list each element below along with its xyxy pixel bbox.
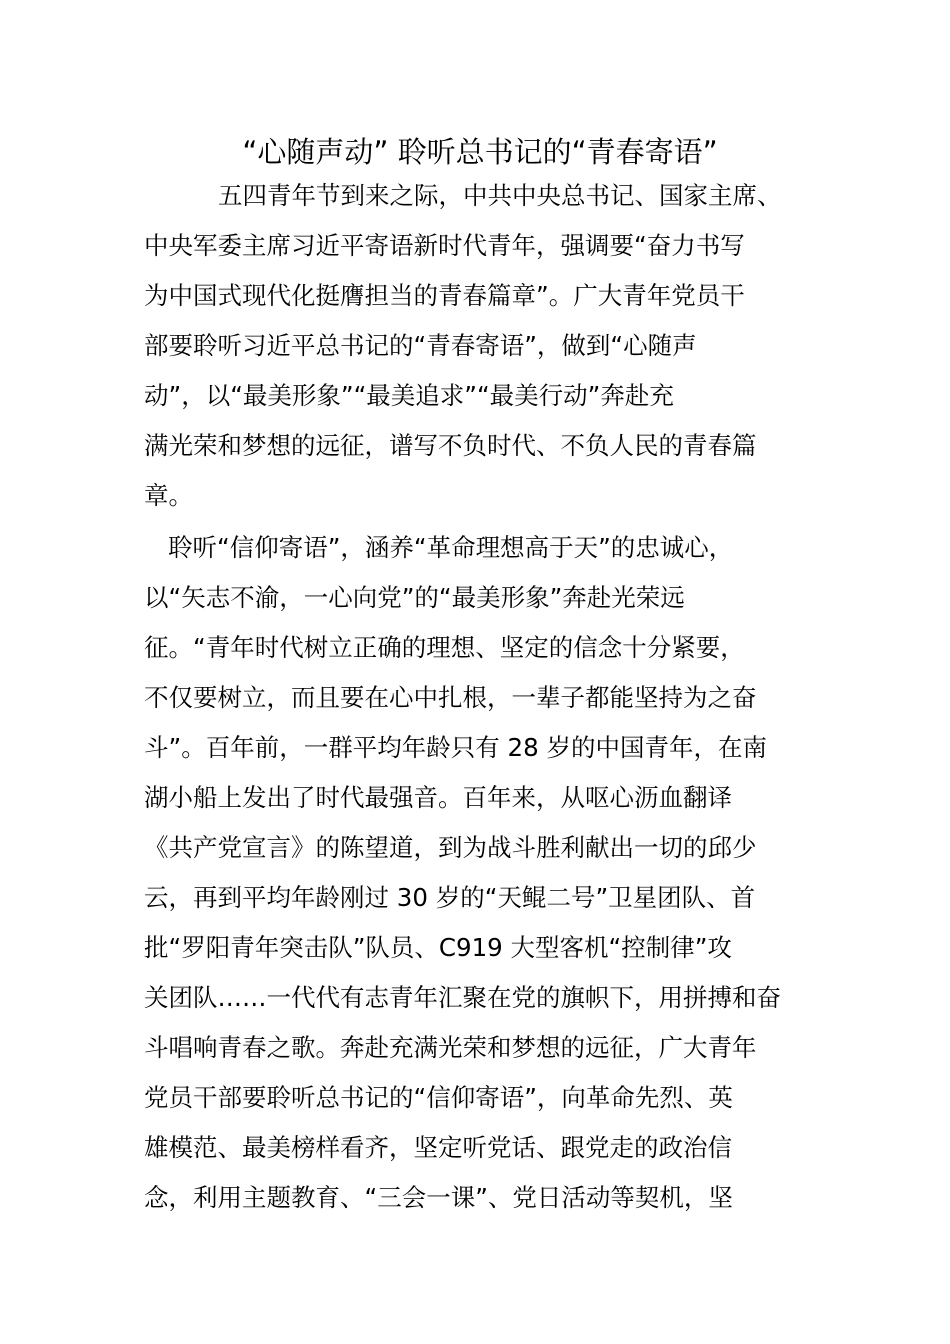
paragraph-2-line-1: 聆听“信仰寄语”，涵养“革命理想高于天”的忠诚心， — [168, 533, 734, 562]
paragraph-2-line-3: 征。“青年时代树立正确的理想、坚定的信念十分紧要， — [144, 633, 745, 662]
paragraph-2-line-9: 批“罗阳青年突击队”队员、C919 大型客机“控制律”攻 — [144, 933, 732, 962]
paragraph-1-line-1: 五四青年节到来之际，中共中央总书记、国家主席、 — [218, 181, 782, 210]
paragraph-1-line-7: 章。 — [144, 481, 193, 510]
paragraph-1-line-3: 为中国式现代化挺膺担当的青春篇章”。广大青年党员干 — [144, 281, 745, 310]
paragraph-2-line-14: 念，利用主题教育、“三会一课”、党日活动等契机，坚 — [144, 1183, 733, 1212]
paragraph-1-line-4: 部要聆听习近平总书记的“青春寄语”，做到“心随声 — [144, 331, 697, 360]
paragraph-1-line-5: 动”，以“最美形象”“最美追求”“最美行动”奔赴充 — [144, 381, 674, 410]
document-title: “心随声动” 聆听总书记的“青春寄语” — [242, 135, 718, 169]
paragraph-2-line-13: 雄模范、最美榜样看齐，坚定听党话、跟党走的政治信 — [144, 1133, 732, 1162]
paragraph-2-line-12: 党员干部要聆听总书记的“信仰寄语”，向革命先烈、英 — [144, 1083, 733, 1112]
paragraph-2-line-7: 《共产党宣言》的陈望道，到为战斗胜利献出一切的邱少 — [144, 833, 757, 862]
paragraph-2-line-5: 斗”。百年前，一群平均年龄只有 28 岁的中国青年，在南 — [144, 733, 767, 762]
paragraph-2-line-6: 湖小船上发出了时代最强音。百年来，从呕心沥血翻译 — [144, 783, 732, 812]
paragraph-2-line-11: 斗唱响青春之歌。奔赴充满光荣和梦想的远征，广大青年 — [144, 1033, 757, 1062]
paragraph-2-line-8: 云，再到平均年龄刚过 30 岁的“天鲲二号”卫星团队、首 — [144, 883, 756, 912]
paragraph-2-line-4: 不仅要树立，而且要在心中扎根，一辈子都能坚持为之奋 — [144, 683, 757, 712]
paragraph-1-line-2: 中央军委主席习近平寄语新时代青年，强调要“奋力书写 — [144, 231, 745, 260]
paragraph-1-line-6: 满光荣和梦想的远征，谱写不负时代、不负人民的青春篇 — [144, 431, 757, 460]
paragraph-2-line-10: 关团队……一代代有志青年汇聚在党的旗帜下，用拼搏和奋 — [144, 983, 781, 1012]
paragraph-2-line-2: 以“矢志不渝，一心向党”的“最美形象”奔赴光荣远 — [144, 583, 685, 612]
